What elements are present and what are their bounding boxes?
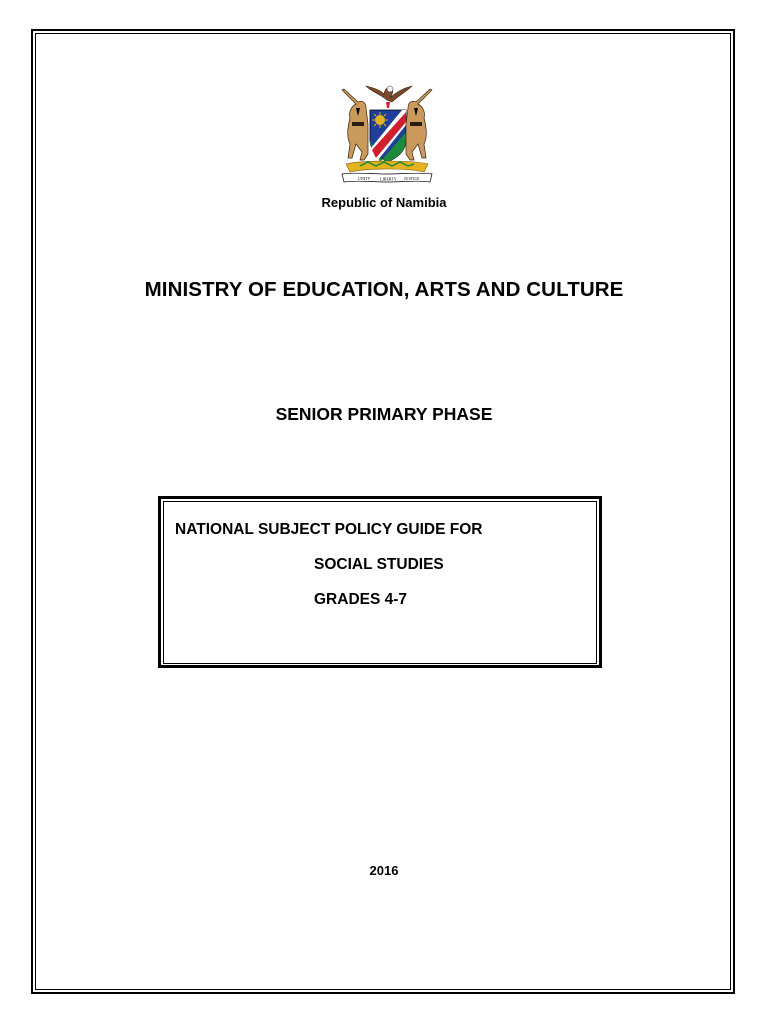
svg-text:JUSTICE: JUSTICE <box>404 176 420 181</box>
guide-title-line: NATIONAL SUBJECT POLICY GUIDE FOR <box>175 521 483 538</box>
guide-subject: SOCIAL STUDIES <box>314 556 444 573</box>
svg-text:LIBERTY: LIBERTY <box>380 176 397 182</box>
publication-year: 2016 <box>369 863 399 878</box>
svg-text:UNITY: UNITY <box>358 176 371 181</box>
country-name: Republic of Namibia <box>321 195 447 210</box>
guide-grades: GRADES 4-7 <box>314 591 408 608</box>
coat-of-arms-namibia-icon <box>334 78 440 190</box>
phase-heading: SENIOR PRIMARY PHASE <box>275 404 493 424</box>
ministry-title: MINISTRY OF EDUCATION, ARTS AND CULTURE <box>144 278 624 301</box>
